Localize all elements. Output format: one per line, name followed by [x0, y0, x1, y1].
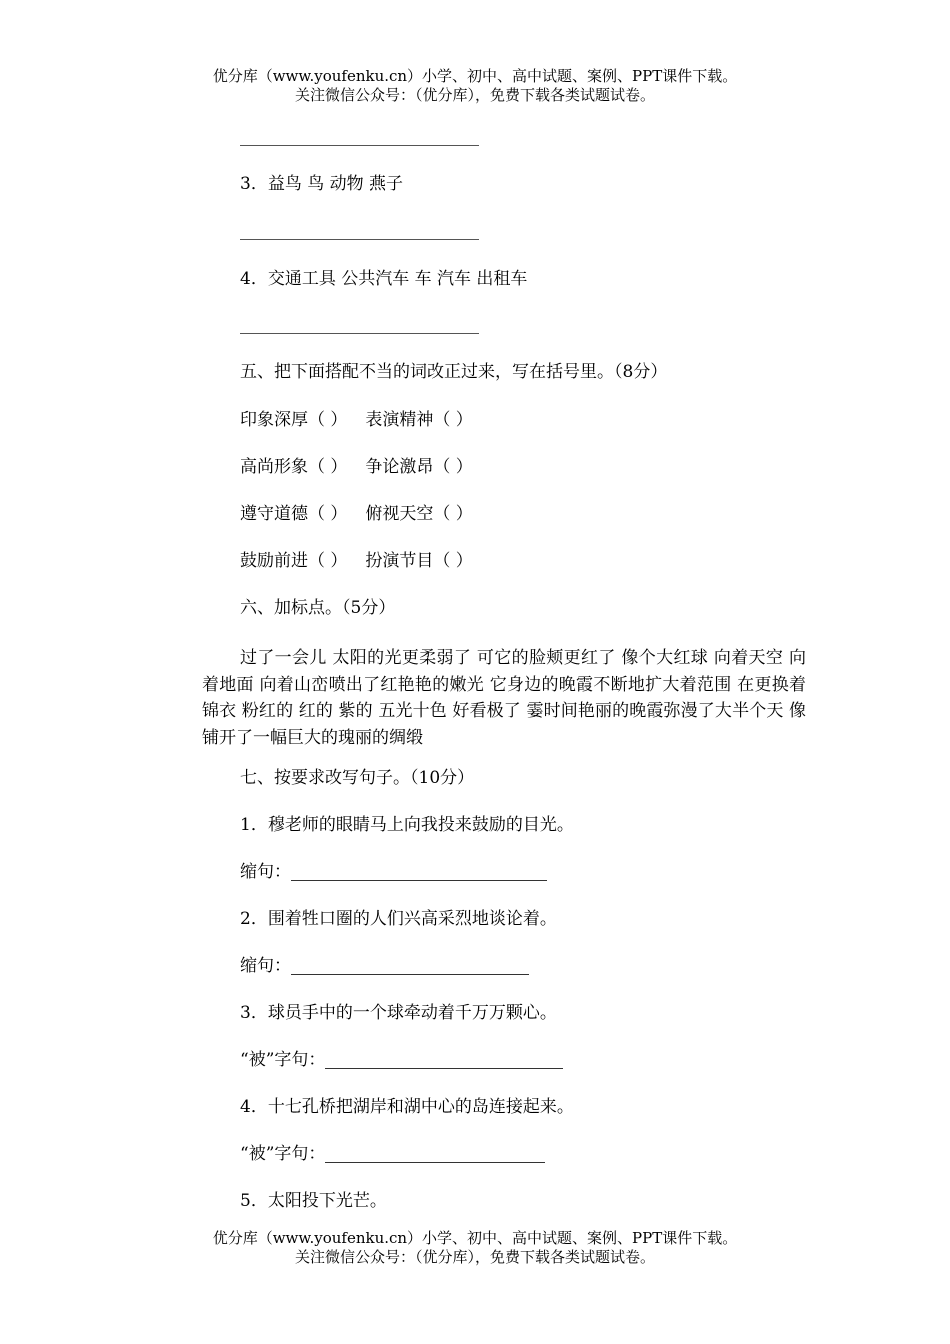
word-pair-row — [240, 408, 473, 432]
question-item: 5．太阳投下光芒。 — [240, 1191, 387, 1211]
word-pair-row — [240, 549, 473, 573]
header-line-2: 关注微信公众号：（优分库），免费下载各类试题试卷。 — [294, 86, 655, 104]
word-pair-row — [240, 455, 473, 479]
answer-prompt: “被”字句： — [240, 1050, 326, 1070]
section-title: 五、把下面搭配不当的词改正过来，写在括号里。（8分） — [240, 362, 668, 382]
answer-blank[interactable] — [240, 145, 479, 146]
header-line-1: 优分库（www.youfenku.cn）小学、初中、高中试题、案例、PPT课件下载。 — [212, 67, 738, 85]
question-item: 2．围着牲口圈的人们兴高采烈地谈论着。 — [240, 909, 557, 929]
answer-blank[interactable] — [291, 974, 529, 975]
footer-line-2: 关注微信公众号：（优分库），免费下载各类试题试卷。 — [294, 1248, 655, 1266]
answer-prompt: “被”字句： — [240, 1144, 326, 1164]
section-title: 七、按要求改写句子。（10分） — [240, 768, 475, 788]
answer-row — [240, 1048, 563, 1072]
section-title: 六、加标点。（5分） — [240, 598, 396, 618]
word-pair: 遵守道德（ ） — [240, 504, 348, 524]
word-pair: 表演精神（ ） — [365, 410, 473, 430]
answer-blank[interactable] — [325, 1162, 545, 1163]
page-header — [0, 67, 950, 105]
answer-blank[interactable] — [240, 239, 479, 240]
answer-blank[interactable] — [325, 1068, 563, 1069]
answer-prompt: 缩句： — [240, 956, 291, 976]
answer-blank[interactable] — [240, 333, 479, 334]
question-item: 4．交通工具 公共汽车 车 汽车 出租车 — [240, 269, 528, 289]
word-pair: 俯视天空（ ） — [365, 504, 473, 524]
answer-row — [240, 954, 529, 978]
word-pair: 高尚形象（ ） — [240, 457, 348, 477]
answer-blank[interactable] — [291, 880, 547, 881]
answer-row — [240, 860, 547, 884]
word-pair: 印象深厚（ ） — [240, 410, 348, 430]
word-pair-row — [240, 502, 473, 526]
footer-line-1: 优分库（www.youfenku.cn）小学、初中、高中试题、案例、PPT课件下载。 — [212, 1229, 738, 1247]
page-footer — [0, 1229, 950, 1267]
answer-row — [240, 1142, 545, 1166]
question-item: 3．益鸟 鸟 动物 燕子 — [240, 174, 404, 194]
question-item: 4．十七孔桥把湖岸和湖中心的岛连接起来。 — [240, 1097, 574, 1117]
punctuation-passage: 过了一会儿 太阳的光更柔弱了 可它的脸颊更红了 像个大红球 向着天空 向着地面 向着山峦喷出了红艳艳的嫩光 它身边的晚霞不断地扩大着范围 在更换着锦衣 粉红的 红的 紫的 五光十色 好看极了 霎时间艳丽的晚霞弥漫了大半个天 像铺开了一幅巨大的瑰丽的绸缎 — [202, 648, 806, 748]
question-item: 3．球员手中的一个球牵动着千万万颗心。 — [240, 1003, 557, 1023]
word-pair: 鼓励前进（ ） — [240, 551, 348, 571]
answer-prompt: 缩句： — [240, 862, 291, 882]
word-pair: 扮演节目（ ） — [365, 551, 473, 571]
word-pair: 争论激昂（ ） — [365, 457, 473, 477]
question-item: 1．穆老师的眼睛马上向我投来鼓励的目光。 — [240, 815, 574, 835]
